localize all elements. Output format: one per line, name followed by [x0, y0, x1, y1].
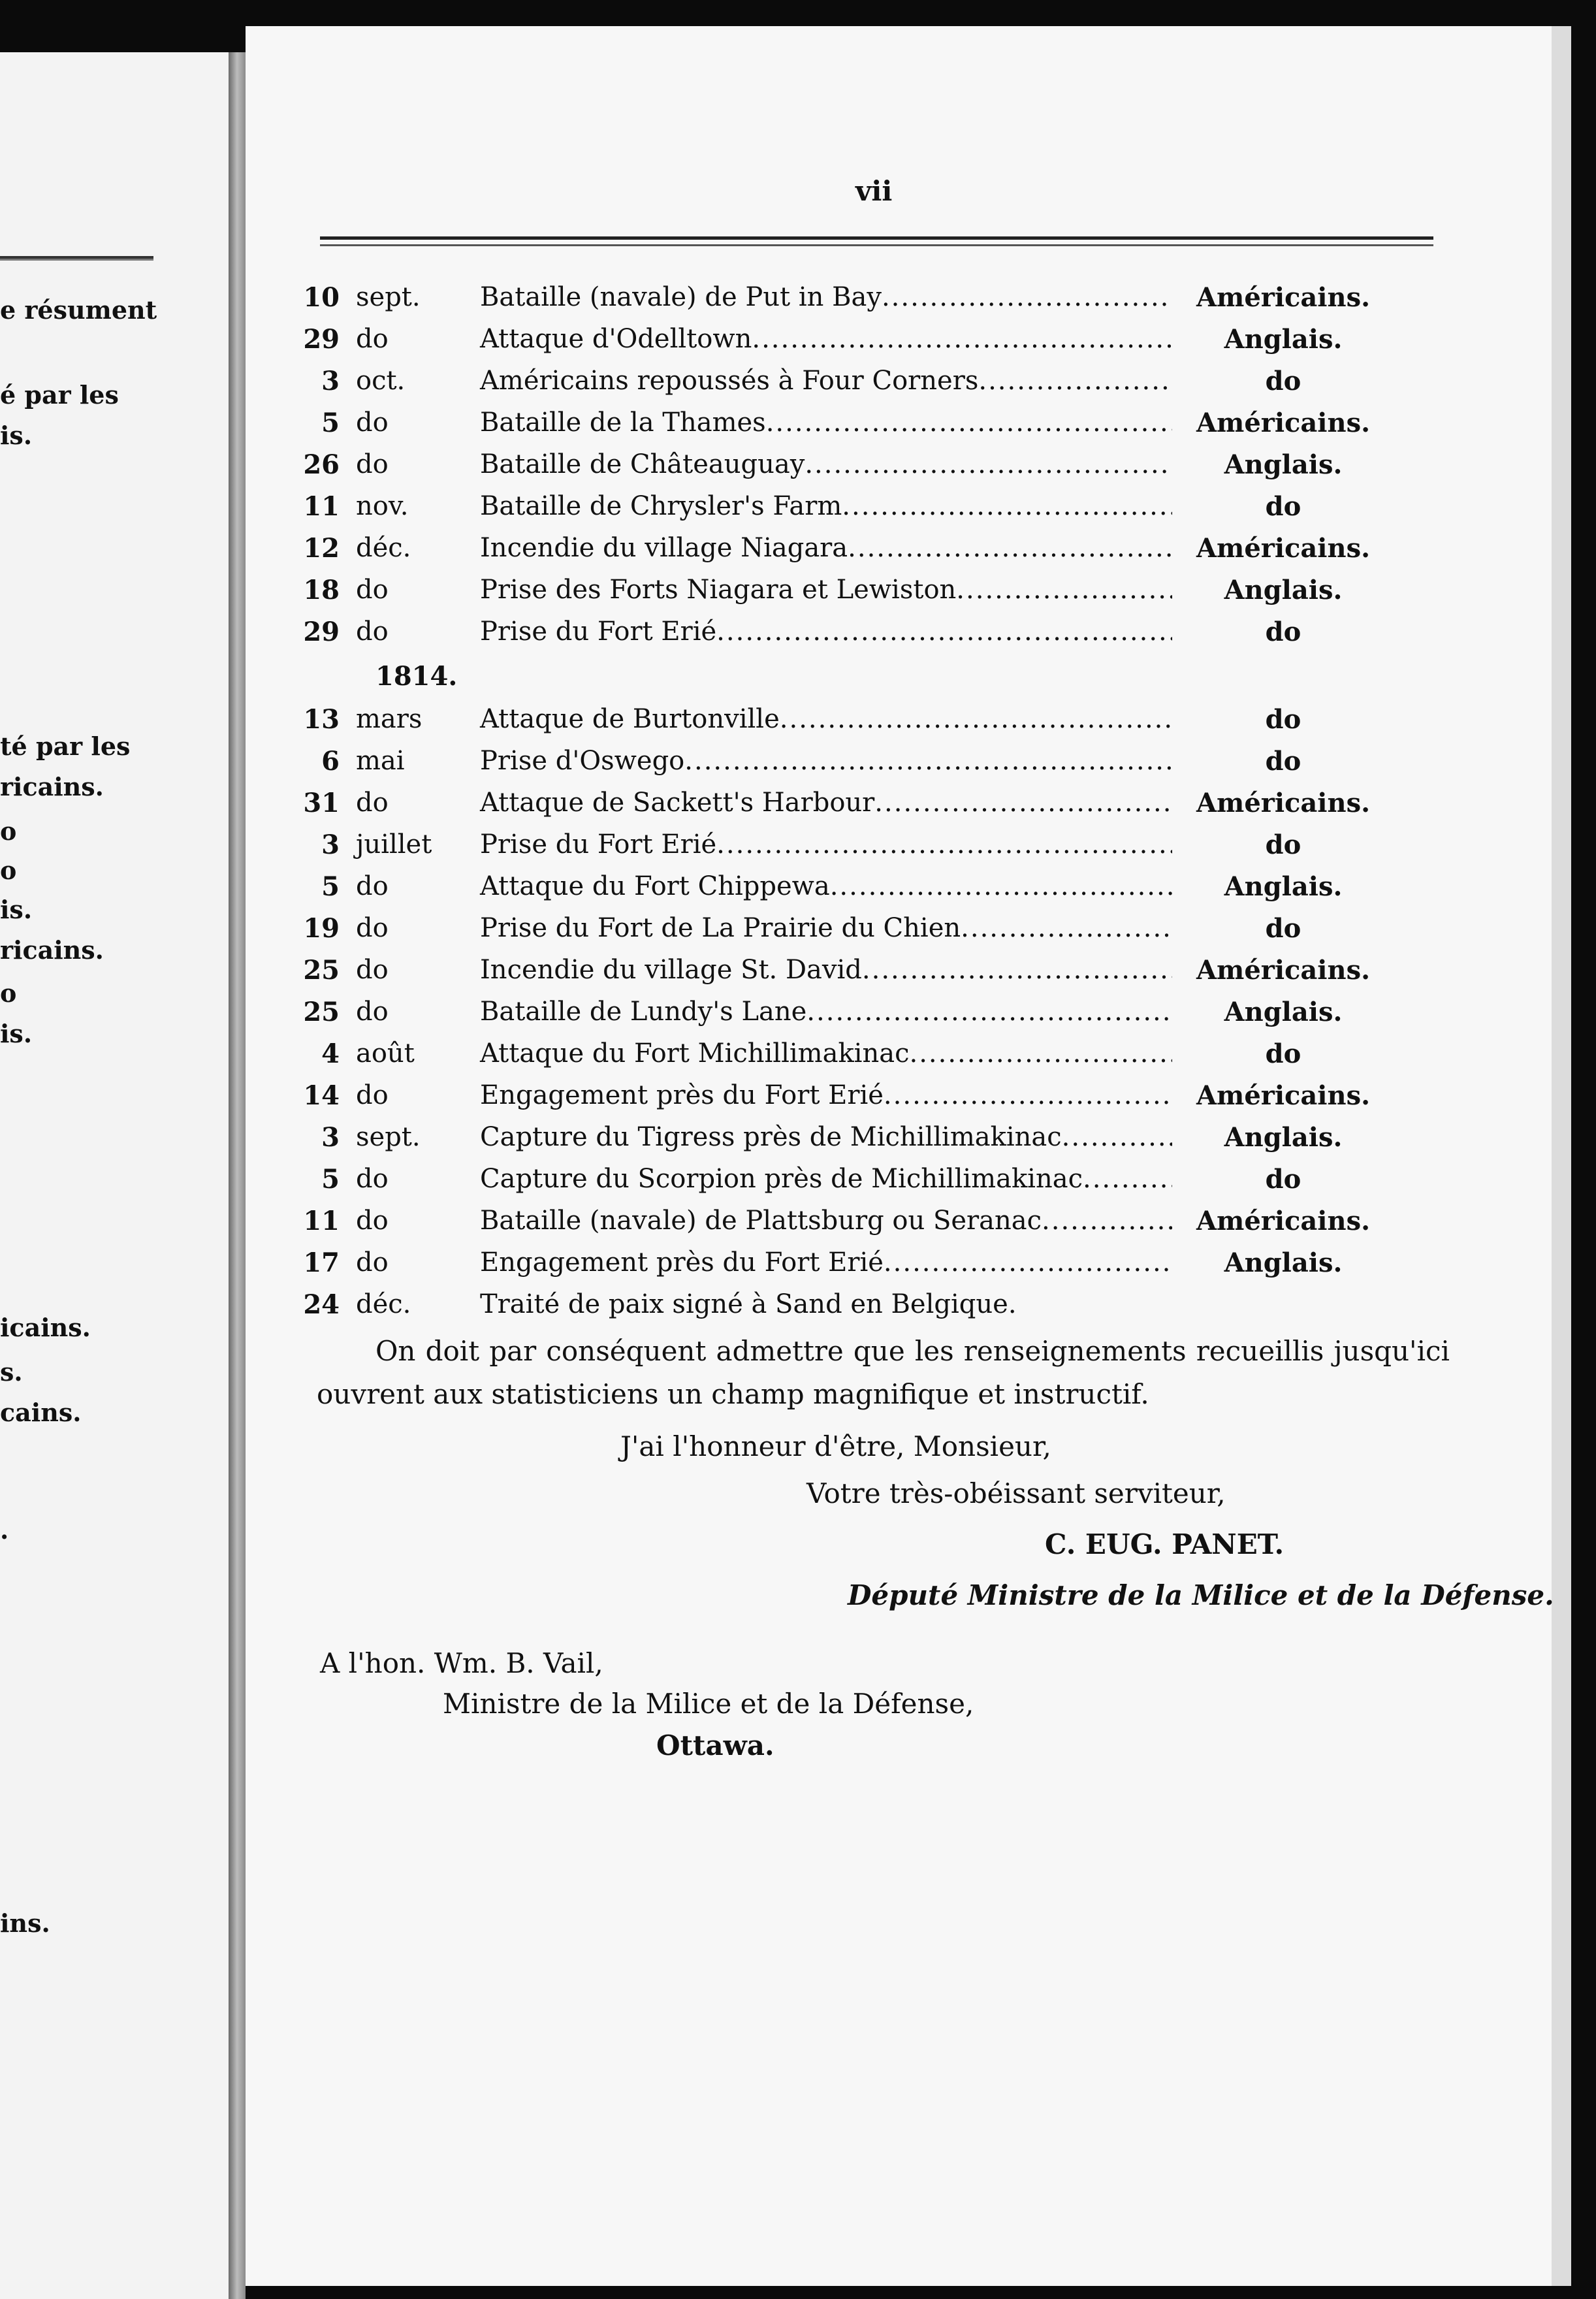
- left-fragment-line: o: [0, 978, 17, 1008]
- row-month: déc.: [356, 533, 411, 563]
- table-row: [0, 408, 1596, 449]
- row-day: 18: [303, 575, 340, 605]
- left-page-rule: [0, 256, 153, 261]
- row-victor: Américains.: [1196, 408, 1371, 438]
- row-event-text: Attaque de Burtonville: [480, 704, 780, 734]
- leader-dots: [1042, 1206, 1172, 1236]
- row-event-text: Capture du Tigress près de Michillimakinac: [480, 1122, 1062, 1152]
- row-month: sept.: [356, 282, 421, 312]
- row-day: 5: [321, 871, 340, 902]
- row-month: déc.: [356, 1289, 411, 1319]
- table-row: [0, 1164, 1596, 1206]
- row-victor: Anglais.: [1224, 997, 1343, 1027]
- table-row: [0, 913, 1596, 955]
- row-victor: Américains.: [1196, 1080, 1371, 1111]
- row-event: [480, 324, 1172, 354]
- leader-dots: [978, 366, 1172, 396]
- row-month: août: [356, 1038, 415, 1069]
- row-day: 31: [303, 788, 340, 818]
- left-fragment-line: cains.: [0, 1398, 82, 1427]
- row-victor: do: [1265, 1038, 1301, 1069]
- row-event: [480, 282, 1172, 312]
- row-event: [480, 408, 1172, 438]
- row-month: do: [356, 1247, 389, 1278]
- row-event: [480, 575, 1172, 605]
- row-event-text: Attaque d'Odelltown: [480, 324, 752, 354]
- row-victor: Anglais.: [1224, 1247, 1343, 1278]
- row-event: [480, 1206, 1172, 1236]
- row-day: 3: [321, 366, 340, 396]
- row-victor: do: [1265, 704, 1301, 735]
- row-month: sept.: [356, 1122, 421, 1152]
- leader-dots: [884, 1247, 1172, 1278]
- table-row: [0, 955, 1596, 997]
- row-event-text: Attaque du Fort Michillimakinac: [480, 1038, 910, 1069]
- leader-dots: [684, 746, 1172, 776]
- addressee-line: A l'hon. Wm. B. Vail,: [320, 1647, 603, 1679]
- row-event-text: Bataille de la Thames: [480, 408, 766, 438]
- row-month: do: [356, 955, 389, 985]
- row-victor: do: [1265, 1164, 1301, 1195]
- row-day: 4: [321, 1038, 340, 1069]
- row-victor: Américains.: [1196, 282, 1371, 313]
- row-month: do: [356, 1164, 389, 1194]
- row-day: 25: [303, 955, 340, 986]
- row-day: 19: [303, 913, 340, 944]
- row-event-text: Prise du Fort Erié: [480, 617, 717, 647]
- row-day: 3: [321, 1122, 340, 1153]
- left-fragment-line: .: [0, 1515, 9, 1545]
- leader-dots: [1083, 1164, 1172, 1194]
- row-day: 24: [303, 1289, 340, 1320]
- row-event: [480, 704, 1172, 734]
- table-row: [0, 366, 1596, 408]
- table-row: [0, 788, 1596, 829]
- row-month: do: [356, 408, 389, 438]
- salutation: J'ai l'honneur d'être, Monsieur,: [620, 1430, 1051, 1462]
- leader-dots: [752, 324, 1172, 354]
- row-month: nov.: [356, 491, 409, 521]
- row-event: [480, 1038, 1172, 1069]
- left-fragment-line: icains.: [0, 1313, 91, 1342]
- left-fragment-line: ins.: [0, 1908, 50, 1938]
- row-event-text: Américains repoussés à Four Corners: [480, 366, 979, 396]
- row-day: 29: [303, 324, 340, 355]
- left-fragment-line: is.: [0, 895, 33, 924]
- row-event-text: Bataille de Lundy's Lane: [480, 997, 807, 1027]
- table-row: [0, 1289, 1596, 1331]
- table-row: [0, 871, 1596, 913]
- left-fragment-line: té par les: [0, 732, 131, 761]
- closing-paragraph-text: On doit par conséquent admettre que les renseignements recueillis jusqu'ici ouvrent aux statisticiens un champ magnifique et instructif.: [317, 1335, 1450, 1410]
- row-event: [480, 829, 1172, 860]
- left-fragment-line: ricains.: [0, 935, 104, 965]
- row-victor: do: [1265, 366, 1301, 396]
- row-victor: Américains.: [1196, 1206, 1371, 1236]
- row-event-text: Prise d'Oswego: [480, 746, 685, 776]
- leader-dots: [805, 449, 1172, 479]
- table-row: [0, 617, 1596, 658]
- leader-dots: [884, 1080, 1172, 1110]
- row-day: 14: [303, 1080, 340, 1111]
- row-event-text: Engagement près du Fort Erié: [480, 1247, 884, 1278]
- row-month: do: [356, 871, 389, 901]
- row-day: 13: [303, 704, 340, 735]
- table-row: [0, 1038, 1596, 1080]
- row-event: [480, 366, 1172, 396]
- addressee-line: Ottawa.: [656, 1729, 774, 1761]
- left-fragment-line: o: [0, 816, 17, 846]
- row-event: [480, 1164, 1172, 1194]
- row-month: do: [356, 324, 389, 354]
- row-day: 12: [303, 533, 340, 564]
- row-day: 26: [303, 449, 340, 480]
- row-event-text: Incendie du village Niagara: [480, 533, 848, 563]
- row-victor: Anglais.: [1224, 449, 1343, 480]
- leader-dots: [862, 955, 1172, 985]
- row-event-text: Attaque de Sackett's Harbour: [480, 788, 875, 818]
- left-fragment-line: is.: [0, 421, 33, 450]
- row-event: [480, 955, 1172, 985]
- leader-dots: [848, 533, 1172, 563]
- leader-dots: [1062, 1122, 1172, 1152]
- leader-dots: [909, 1038, 1172, 1069]
- row-event: [480, 1247, 1172, 1278]
- table-row: [0, 449, 1596, 491]
- row-event-text: Incendie du village St. David: [480, 955, 862, 985]
- row-day: 29: [303, 617, 340, 647]
- left-fragment-line: o: [0, 856, 17, 885]
- left-fragment-line: s.: [0, 1357, 23, 1387]
- row-event-text: Prise des Forts Niagara et Lewiston: [480, 575, 957, 605]
- table-row: [0, 997, 1596, 1038]
- table-row: [0, 1206, 1596, 1247]
- left-fragment-line: e résument: [0, 295, 157, 325]
- table-row: [0, 1247, 1596, 1289]
- row-victor: Américains.: [1196, 955, 1371, 986]
- row-event: [480, 871, 1172, 901]
- row-victor: do: [1265, 617, 1301, 647]
- row-victor: do: [1265, 746, 1301, 777]
- closing-servant: Votre très-obéissant serviteur,: [806, 1477, 1226, 1509]
- row-day: 3: [321, 829, 340, 860]
- row-day: 25: [303, 997, 340, 1027]
- row-event-text: Bataille de Châteauguay: [480, 449, 805, 479]
- row-victor: Américains.: [1196, 533, 1371, 564]
- left-fragment-line: ricains.: [0, 772, 104, 801]
- table-row: [0, 324, 1596, 366]
- row-event: [480, 1080, 1172, 1110]
- table-row: [0, 704, 1596, 746]
- row-event-text: Bataille (navale) de Put in Bay: [480, 282, 882, 312]
- row-event: [480, 1289, 1172, 1319]
- row-event: [480, 617, 1172, 647]
- table-row: [0, 1080, 1596, 1122]
- row-month: do: [356, 617, 389, 647]
- row-month: do: [356, 788, 389, 818]
- row-victor: Anglais.: [1224, 871, 1343, 902]
- leader-dots: [961, 913, 1172, 943]
- page-number: vii: [855, 175, 893, 207]
- row-event-text: Capture du Scorpion près de Michillimakinac: [480, 1164, 1083, 1194]
- row-month: do: [356, 1206, 389, 1236]
- signature-name: C. EUG. PANET.: [1045, 1528, 1285, 1560]
- row-victor: Anglais.: [1224, 1122, 1343, 1153]
- row-victor: Anglais.: [1224, 575, 1343, 605]
- row-event-text: Traité de paix signé à Sand en Belgique.: [480, 1289, 1017, 1319]
- row-victor: do: [1265, 829, 1301, 860]
- table-row: [0, 746, 1596, 788]
- table-row: [0, 575, 1596, 617]
- row-day: 5: [321, 408, 340, 438]
- row-month: mars: [356, 704, 423, 734]
- row-day: 10: [303, 282, 340, 313]
- addressee-line: Ministre de la Milice et de la Défense,: [443, 1688, 974, 1720]
- row-month: do: [356, 1080, 389, 1110]
- row-month: juillet: [356, 829, 432, 860]
- row-day: 11: [303, 491, 340, 522]
- row-month: do: [356, 997, 389, 1027]
- table-row: [0, 829, 1596, 871]
- row-month: do: [356, 449, 389, 479]
- row-event: [480, 491, 1172, 521]
- leader-dots: [716, 617, 1172, 647]
- row-event: [480, 997, 1172, 1027]
- leader-dots: [874, 788, 1172, 818]
- year-heading: 1814.: [375, 661, 458, 692]
- row-event-text: Engagement près du Fort Erié: [480, 1080, 884, 1110]
- row-event: [480, 1122, 1172, 1152]
- table-row: [0, 491, 1596, 533]
- leader-dots: [780, 704, 1172, 734]
- row-day: 11: [303, 1206, 340, 1236]
- table-row: [0, 282, 1596, 324]
- row-month: do: [356, 575, 389, 605]
- row-event: [480, 913, 1172, 943]
- row-event: [480, 449, 1172, 479]
- leader-dots: [830, 871, 1172, 901]
- row-month: mai: [356, 746, 405, 776]
- row-event: [480, 788, 1172, 818]
- row-event-text: Bataille (navale) de Plattsburg ou Seranac: [480, 1206, 1042, 1236]
- table-row: [0, 1122, 1596, 1164]
- leader-dots: [882, 282, 1172, 312]
- left-fragment-line: is.: [0, 1019, 33, 1048]
- table-row: [0, 533, 1596, 575]
- row-event-text: Prise du Fort Erié: [480, 829, 717, 860]
- signature-title: Député Ministre de la Milice et de la Défense.: [848, 1579, 1554, 1611]
- leader-dots: [716, 829, 1172, 860]
- row-event-text: Attaque du Fort Chippewa: [480, 871, 830, 901]
- leader-dots: [806, 997, 1172, 1027]
- header-rule: [320, 244, 1433, 246]
- row-victor: do: [1265, 913, 1301, 944]
- row-victor: do: [1265, 491, 1301, 522]
- row-month: oct.: [356, 366, 406, 396]
- row-victor: Américains.: [1196, 788, 1371, 818]
- row-day: 5: [321, 1164, 340, 1195]
- row-event: [480, 746, 1172, 776]
- left-fragment-line: é par les: [0, 380, 119, 410]
- row-victor: Anglais.: [1224, 324, 1343, 355]
- row-day: 6: [321, 746, 340, 777]
- row-day: 17: [303, 1247, 340, 1278]
- leader-dots: [956, 575, 1172, 605]
- row-event-text: Prise du Fort de La Prairie du Chien: [480, 913, 961, 943]
- leader-dots: [842, 491, 1172, 521]
- row-event-text: Bataille de Chrysler's Farm: [480, 491, 842, 521]
- header-rule: [320, 236, 1433, 240]
- row-event: [480, 533, 1172, 563]
- row-month: do: [356, 913, 389, 943]
- leader-dots: [766, 408, 1172, 438]
- closing-paragraph: [317, 1330, 1450, 1416]
